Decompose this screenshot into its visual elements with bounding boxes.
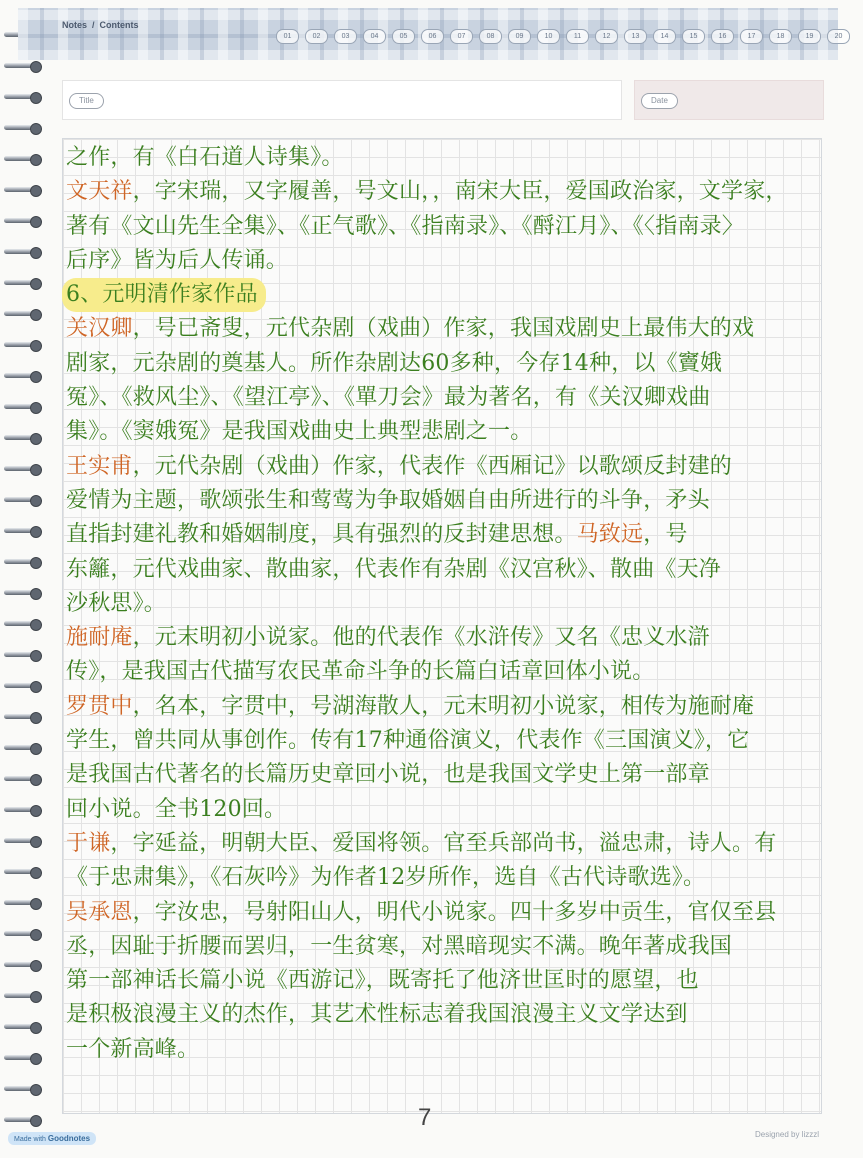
spiral-ring bbox=[4, 619, 40, 629]
page-tab-20[interactable]: 20 bbox=[827, 29, 850, 44]
designed-by-credit: Designed by lizzzl bbox=[754, 1130, 819, 1139]
date-field[interactable] bbox=[634, 80, 824, 120]
handwritten-notes bbox=[66, 141, 826, 1067]
author-name: 吴承恩 bbox=[66, 899, 133, 925]
spiral-ring bbox=[4, 991, 40, 1001]
spiral-ring bbox=[4, 929, 40, 939]
note-text: 学生，曾共同从事创作。传有17种通俗演义，代表作《三国演义》，它 bbox=[66, 728, 750, 754]
spiral-ring bbox=[4, 774, 40, 784]
made-with-badge bbox=[8, 1132, 96, 1145]
page-tab-06[interactable]: 06 bbox=[421, 29, 444, 44]
note-line bbox=[66, 484, 826, 518]
spiral-ring bbox=[4, 526, 40, 536]
page-tab-08[interactable]: 08 bbox=[479, 29, 502, 44]
page-tab-17[interactable]: 17 bbox=[740, 29, 763, 44]
spiral-ring bbox=[4, 588, 40, 598]
spiral-ring bbox=[4, 805, 40, 815]
made-with-prefix: Made with bbox=[14, 1136, 46, 1143]
note-text: 丞，因耻于折腰而罢归，一生贫寒，对黑暗现实不满。晚年著成我国 bbox=[66, 933, 733, 959]
page-tab-12[interactable]: 12 bbox=[595, 29, 618, 44]
page-number: 7 bbox=[418, 1104, 432, 1131]
author-name: 罗贯中 bbox=[66, 693, 133, 719]
page-tab-14[interactable]: 14 bbox=[653, 29, 676, 44]
note-text: 沙秋思》。 bbox=[66, 590, 167, 616]
page-tab-03[interactable]: 03 bbox=[334, 29, 357, 44]
spiral-ring bbox=[4, 1115, 40, 1125]
spiral-ring bbox=[4, 1053, 40, 1063]
note-line bbox=[66, 518, 826, 552]
spiral-ring bbox=[4, 278, 40, 288]
page-tab-18[interactable]: 18 bbox=[769, 29, 792, 44]
page-tab-05[interactable]: 05 bbox=[392, 29, 415, 44]
section-heading-highlight: 6、元明清作家作品 bbox=[62, 278, 266, 312]
note-text: ，号已斋叟，元代杂剧（戏曲）作家，我国戏剧史上最伟大的戏 bbox=[132, 316, 755, 342]
made-with-app: Goodnotes bbox=[47, 1134, 91, 1143]
note-text: 后序》皆为后人传诵。 bbox=[66, 247, 289, 273]
page-tabs bbox=[276, 29, 850, 44]
author-name: 于谦 bbox=[66, 830, 111, 856]
note-text: 之作，有《白石道人诗集》。 bbox=[66, 145, 344, 170]
spiral-ring bbox=[4, 464, 40, 474]
page-tab-13[interactable]: 13 bbox=[624, 29, 647, 44]
note-text: 是我国古代著名的长篇历史章回小说，也是我国文学史上第一部章 bbox=[66, 762, 710, 788]
spiral-ring bbox=[4, 402, 40, 412]
spiral-ring bbox=[4, 154, 40, 164]
note-line bbox=[66, 450, 826, 484]
note-text: 《于忠肃集》，《石灰吟》为作者12岁所作，选自《古代诗歌选》。 bbox=[66, 865, 706, 891]
note-text: 著有《文山先生全集》、《正气歌》、《指南录》、《酹江月》、《〈指南录〉 bbox=[66, 213, 745, 239]
spiral-ring bbox=[4, 960, 40, 970]
spiral-ring bbox=[4, 712, 40, 722]
note-line bbox=[66, 861, 826, 895]
page-tab-07[interactable]: 07 bbox=[450, 29, 473, 44]
note-text: 集》。《窦娥冤》是我国戏曲史上典型悲剧之一。 bbox=[66, 419, 533, 445]
note-text: ，元代杂剧（戏曲）作家，代表作《西厢记》以歌颂反封建的 bbox=[132, 453, 733, 479]
note-line bbox=[66, 312, 826, 346]
spiral-ring bbox=[4, 898, 40, 908]
note-line bbox=[66, 655, 826, 689]
spiral-ring bbox=[4, 433, 40, 443]
note-text: 一个新高峰。 bbox=[66, 1036, 200, 1062]
note-line bbox=[66, 210, 826, 244]
author-name: 马致远 bbox=[576, 522, 644, 548]
page-tab-01[interactable]: 01 bbox=[276, 29, 299, 44]
title-field[interactable] bbox=[62, 80, 622, 120]
note-line bbox=[66, 175, 826, 209]
title-label: Title bbox=[69, 93, 104, 109]
note-line bbox=[66, 278, 826, 312]
note-text: ，字汝忠，号射阳山人，明代小说家。四十多岁中贡生，官仅至县 bbox=[132, 899, 777, 925]
note-line bbox=[66, 553, 826, 587]
spiral-ring bbox=[4, 495, 40, 505]
note-line bbox=[66, 827, 826, 861]
page-tab-02[interactable]: 02 bbox=[305, 29, 328, 44]
date-label: Date bbox=[641, 93, 678, 109]
page-tab-15[interactable]: 15 bbox=[682, 29, 705, 44]
note-line bbox=[66, 964, 826, 998]
page-tab-10[interactable]: 10 bbox=[537, 29, 560, 44]
note-text: ，名本，字贯中，号湖海散人，元末明初小说家，相传为施耐庵 bbox=[132, 693, 755, 719]
note-line bbox=[66, 724, 826, 758]
note-line bbox=[66, 793, 826, 827]
note-text: 剧家，元杂剧的奠基人。所作杂剧达60多种，今存14种，以《竇娥 bbox=[66, 350, 723, 376]
spiral-ring bbox=[4, 61, 40, 71]
page-tab-11[interactable]: 11 bbox=[566, 29, 589, 44]
author-name: 王实甫 bbox=[66, 453, 133, 479]
author-name: 文天祥 bbox=[66, 179, 133, 205]
spiral-ring bbox=[4, 867, 40, 877]
breadcrumb-notes-link[interactable]: Notes bbox=[62, 20, 88, 30]
spiral-ring bbox=[4, 185, 40, 195]
spiral-ring bbox=[4, 371, 40, 381]
note-line bbox=[66, 141, 826, 175]
note-text: 传》，是我国古代描写农民革命斗争的长篇白话章回体小说。 bbox=[66, 659, 655, 685]
note-line bbox=[66, 998, 826, 1032]
breadcrumb bbox=[62, 20, 139, 30]
note-text: 冤》、《救风尘》、《望江亭》、《單刀会》最为著名，有《关汉卿戏曲 bbox=[66, 385, 711, 411]
note-line bbox=[66, 1033, 826, 1067]
note-line bbox=[66, 244, 826, 278]
spiral-ring bbox=[4, 92, 40, 102]
note-line bbox=[66, 415, 826, 449]
spiral-ring bbox=[4, 340, 40, 350]
note-line bbox=[66, 621, 826, 655]
note-text: 爱情为主题，歌颂张生和莺莺为争取婚姻自由所进行的斗争，矛头 bbox=[66, 487, 710, 513]
note-line bbox=[66, 381, 826, 415]
spiral-ring bbox=[4, 650, 40, 660]
note-line bbox=[66, 896, 826, 930]
note-text: ，号 bbox=[643, 522, 688, 548]
page-tab-04[interactable]: 04 bbox=[363, 29, 386, 44]
note-text: ，元末明初小说家。他的代表作《水浒传》又名《忠义水滸 bbox=[132, 625, 710, 651]
page-tab-16[interactable]: 16 bbox=[711, 29, 734, 44]
spiral-ring bbox=[4, 123, 40, 133]
spiral-ring bbox=[4, 743, 40, 753]
note-text: ，字宋瑞，又字履善，号文山，，南宋大臣，爱国政治家，文学家， bbox=[132, 179, 788, 205]
spiral-ring bbox=[4, 681, 40, 691]
note-line bbox=[66, 587, 826, 621]
note-line bbox=[66, 690, 826, 724]
note-line bbox=[66, 758, 826, 792]
note-text: 回小说。全书120回。 bbox=[66, 796, 287, 822]
note-text: 是积极浪漫主义的杰作，其艺术性标志着我国浪漫主义文学达到 bbox=[66, 1002, 688, 1028]
breadcrumb-contents-link[interactable]: Contents bbox=[99, 20, 139, 30]
note-line bbox=[66, 930, 826, 964]
note-text: 直指封建礼教和婚姻制度，具有强烈的反封建思想。 bbox=[66, 522, 577, 548]
note-text: ，字延益，明朝大臣、爱国将领。官至兵部尚书，溢忠肃，诗人。有 bbox=[110, 830, 777, 856]
spiral-ring bbox=[4, 1084, 40, 1094]
spiral-ring bbox=[4, 216, 40, 226]
page-tab-09[interactable]: 09 bbox=[508, 29, 531, 44]
spiral-ring bbox=[4, 1022, 40, 1032]
note-line bbox=[66, 347, 826, 381]
author-name: 施耐庵 bbox=[66, 625, 133, 651]
spiral-ring bbox=[4, 309, 40, 319]
page-tab-19[interactable]: 19 bbox=[798, 29, 821, 44]
note-text: 第一部神话长篇小说《西游记》，既寄托了他济世匡时的愿望，也 bbox=[66, 968, 699, 994]
spiral-ring bbox=[4, 557, 40, 567]
note-text: 东籬，元代戏曲家、散曲家，代表作有杂剧《汉宫秋》、散曲《天净 bbox=[66, 556, 722, 582]
author-name: 关汉卿 bbox=[66, 316, 133, 342]
breadcrumb-separator: / bbox=[92, 20, 95, 30]
spiral-ring bbox=[4, 247, 40, 257]
spiral-ring bbox=[4, 836, 40, 846]
